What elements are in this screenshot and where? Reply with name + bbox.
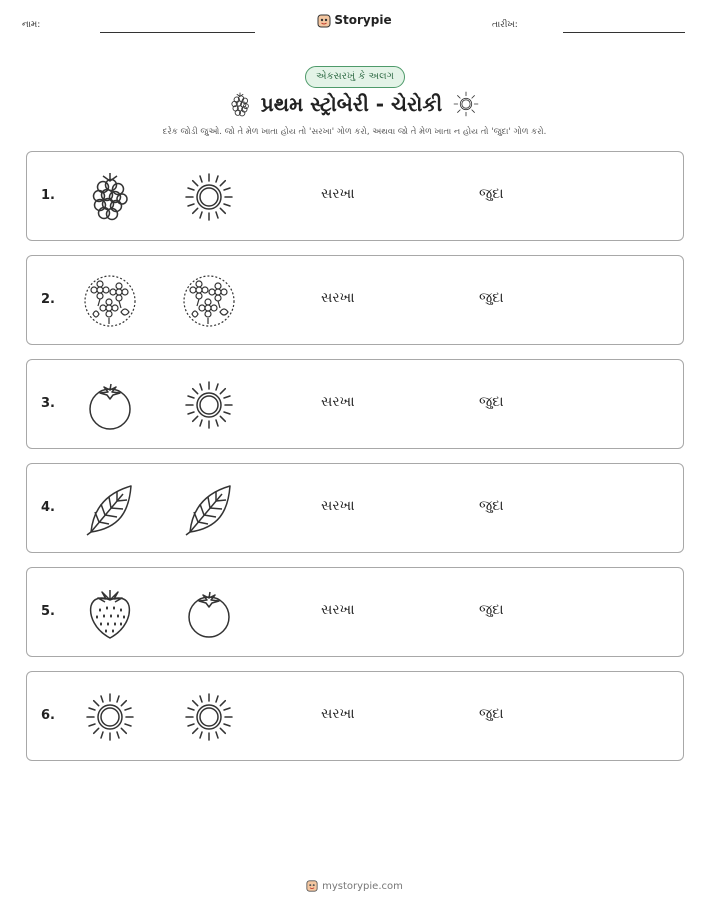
tomato-icon <box>182 586 236 640</box>
same-option[interactable]: સરખા <box>321 186 355 202</box>
sun-icon <box>182 170 236 224</box>
same-option[interactable]: સરખા <box>321 706 355 722</box>
page-title <box>0 90 709 118</box>
question-number: 2. <box>41 292 55 307</box>
question-number: 4. <box>41 500 55 515</box>
same-option[interactable]: સરખા <box>321 602 355 618</box>
different-option[interactable]: જુદા <box>479 706 504 722</box>
title-text: પ્રથમ સ્ટ્રોબેરી - ચેરોકી <box>260 92 443 116</box>
flower-bunch-icon <box>83 274 137 328</box>
same-option[interactable]: સરખા <box>321 498 355 514</box>
name-label: નામ: <box>22 20 41 30</box>
flower-bunch-icon <box>182 274 236 328</box>
question-row-3 <box>26 359 684 449</box>
question-number: 5. <box>41 604 55 619</box>
sun-icon <box>182 378 236 432</box>
different-option[interactable]: જુદા <box>479 394 504 410</box>
brand <box>0 13 709 28</box>
question-row-5 <box>26 567 684 657</box>
tomato-icon <box>83 378 137 432</box>
storypie-logo-icon <box>306 880 318 892</box>
raspberry-icon <box>83 170 137 224</box>
different-option[interactable]: જુદા <box>479 290 504 306</box>
footer <box>0 880 709 892</box>
sun-icon <box>452 90 480 118</box>
question-number: 3. <box>41 396 55 411</box>
leaf-icon <box>182 482 236 536</box>
name-line[interactable] <box>100 32 255 33</box>
question-row-6 <box>26 671 684 761</box>
raspberry-icon <box>229 91 251 117</box>
different-option[interactable]: જુદા <box>479 186 504 202</box>
same-option[interactable]: સરખા <box>321 394 355 410</box>
question-number: 1. <box>41 188 55 203</box>
different-option[interactable]: જુદા <box>479 498 504 514</box>
date-line[interactable] <box>563 32 685 33</box>
same-option[interactable]: સરખા <box>321 290 355 306</box>
different-option[interactable]: જુદા <box>479 602 504 618</box>
storypie-logo-icon <box>317 14 331 28</box>
footer-url[interactable]: mystorypie.com <box>322 881 403 892</box>
sun-icon <box>83 690 137 744</box>
question-row-2 <box>26 255 684 345</box>
sun-icon <box>182 690 236 744</box>
question-number: 6. <box>41 708 55 723</box>
leaf-icon <box>83 482 137 536</box>
instructions: દરેક જોડી જુઓ. જો તે મેળ ખાતા હોય તો 'સરખા' ગોળ કરો, અથવા જો તે મેળ ખાતા ન હોય તો 'જુદા' ગોળ કરો. <box>162 127 547 137</box>
brand-name: Storypie <box>334 13 392 27</box>
worksheet-type-badge: એકસરખું કે અલગ <box>305 66 405 88</box>
date-label: તારીખ: <box>492 20 518 30</box>
question-row-4 <box>26 463 684 553</box>
strawberry-icon <box>83 586 137 640</box>
question-row-1 <box>26 151 684 241</box>
